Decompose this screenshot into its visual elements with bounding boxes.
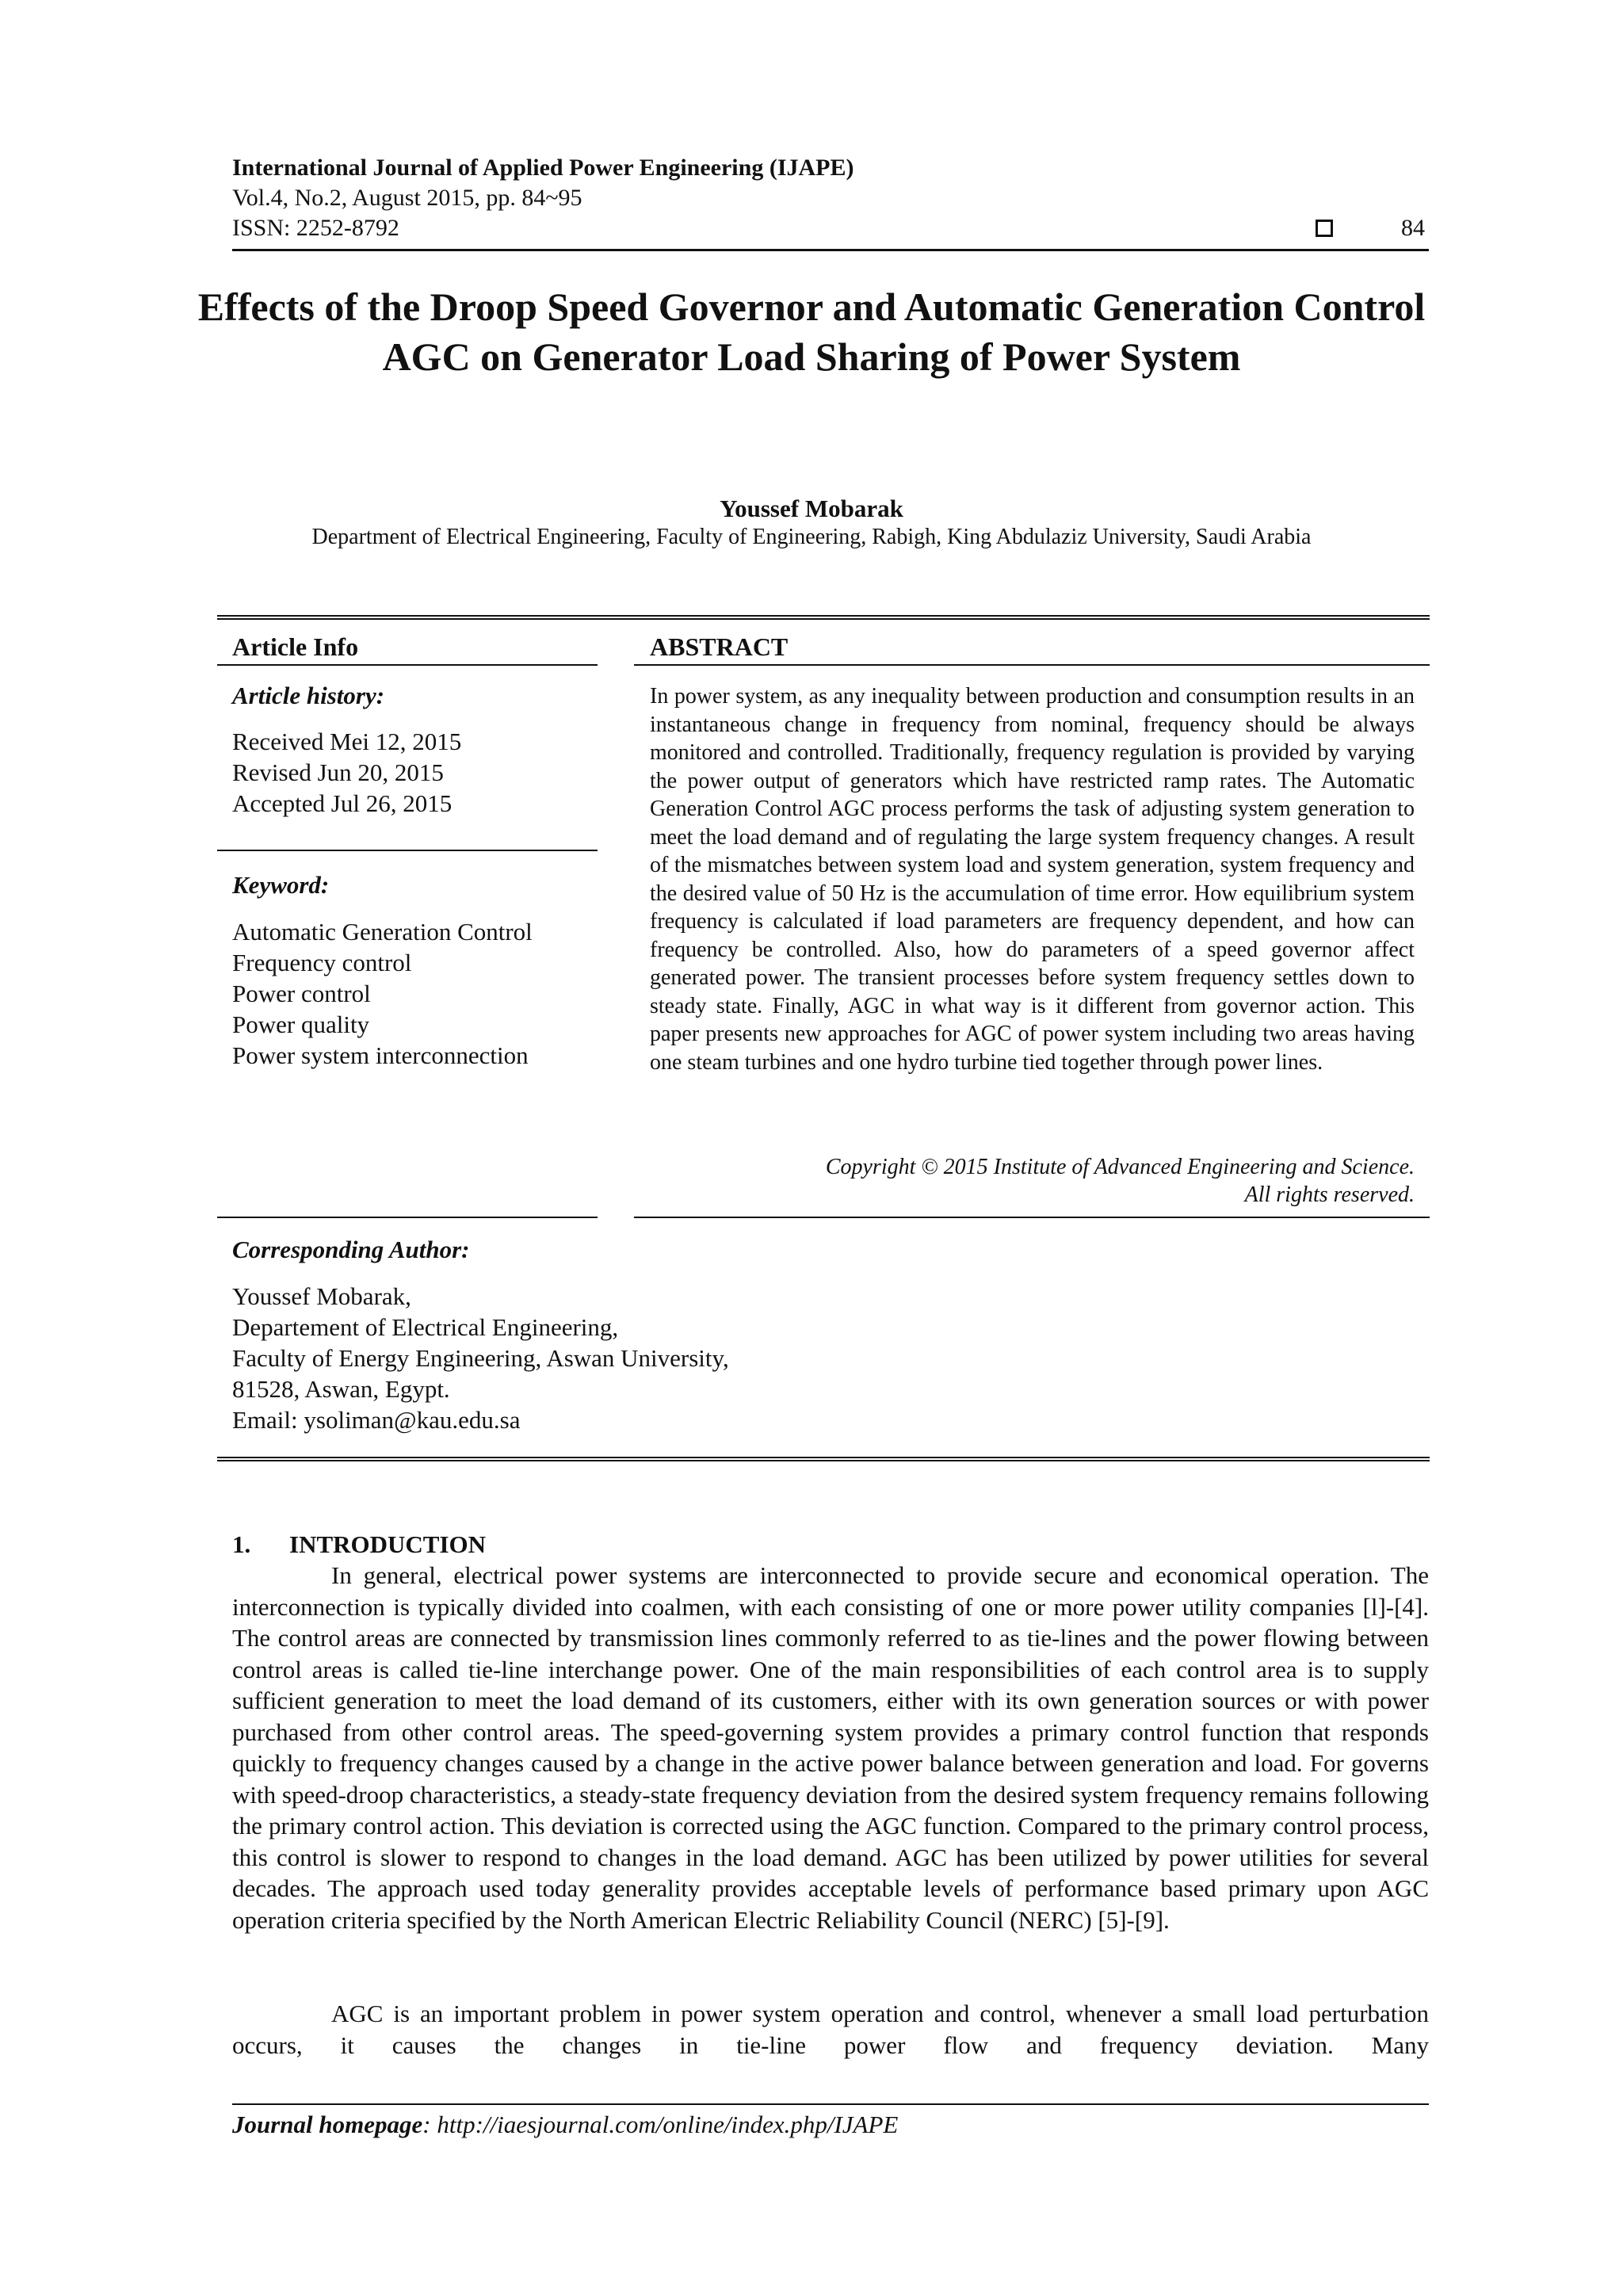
intro-paragraph: In general, electrical power systems are interconnected to provide secure and economical operation. The interconnection is typically divided into coalmen, with each consisting of one or more power utility companies [l]-[4]. The control areas are connected by transmission lines commonly referred to as tie-lines and the power flowing between control areas is called tie-line interchange power. One of the main responsibilities of each control area is to supply sufficient generation to meet the load demand of its customers, either with its own generation sources or with power purchased from other control areas. The speed-governing system provides a primary control function that responds quickly to frequency changes caused by a change in the active power balance between generation and load. For governs with speed-droop characteristics, a steady-state frequency deviation from the desired system frequency remains following the primary control action. This deviation is corrected using the AGC function. Compared to the primary control process, this control is slower to respond to changes in the load demand. AGC has been utilized by power utilities for several decades. The approach used today generality provides acceptable levels of performance based primary upon AGC operation criteria specified by the North American Electric Reliability Council (NERC) [5]-[9]. xyxy=(232,1561,1429,1934)
abstract-rule xyxy=(634,664,1430,666)
section-title: INTRODUCTION xyxy=(289,1530,487,1558)
page-number: 84 xyxy=(1401,215,1425,241)
keyword-label: Keyword: xyxy=(232,871,330,899)
section-heading xyxy=(232,1530,486,1560)
intro-paragraph: AGC is an important problem in power system operation and control, whenever a small load perturbation occurs, it causes the changes in tie-line power flow and frequency deviation. Many xyxy=(232,2000,1429,2059)
homepage-url: : http://iaesjournal.com/online/index.php/IJAPE xyxy=(422,2111,899,2138)
author-name: Youssef Mobarak xyxy=(720,495,903,522)
accepted-date: Accepted Jul 26, 2015 xyxy=(232,789,453,817)
journal-issn: ISSN: 2252-8792 xyxy=(232,215,399,241)
received-date: Received Mei 12, 2015 xyxy=(232,728,462,755)
paper-title: Effects of the Droop Speed Governor and Automatic Generation Control AGC on Generator Load Sharing of Power System xyxy=(197,285,1426,379)
article-info-rule xyxy=(217,664,598,666)
journal-volume: Vol.4, No.2, August 2015, pp. 84~95 xyxy=(232,185,582,211)
homepage-label: Journal homepage xyxy=(232,2111,423,2138)
article-info-heading: Article Info xyxy=(232,632,359,661)
info-box-bottom-rule xyxy=(217,1457,1430,1461)
revised-date: Revised Jun 20, 2015 xyxy=(232,758,444,786)
header-rule xyxy=(232,249,1429,251)
corresponding-rule-left xyxy=(217,1217,598,1218)
keyword-item: Power system interconnection xyxy=(232,1041,529,1069)
footer-rule xyxy=(232,2103,1429,2105)
keyword-item: Automatic Generation Control xyxy=(232,918,533,946)
keyword-item: Power quality xyxy=(232,1010,370,1038)
abstract-heading: ABSTRACT xyxy=(650,632,789,661)
copyright-line: All rights reserved. xyxy=(1244,1182,1415,1207)
corresponding-author-label: Corresponding Author: xyxy=(232,1236,470,1263)
abstract-text: In power system, as any inequality between production and consumption results in an instantaneous change in frequency from nominal, frequency should be always monitored and controlled. Traditionally, frequency regulation is provided by varying the power output of generators which have restricted ramp rates. The Automatic Generation Control AGC process performs the task of adjusting system generation to meet the load demand and of regulating the large system frequency changes. A result of the mismatches between system load and system generation, system frequency and the desired value of 50 Hz is the accumulation of time error. How equilibrium system frequency is calculated if load parameters are frequency dependent, and how can frequency be controlled. Also, how do parameters of a speed governor affect generated power. The transient processes before system frequency settles down to steady state. Finally, AGC in what way is it different from governor action. This paper presents new approaches for AGC of power system including two areas having one steam turbines and one hydro turbine tied together through power lines. xyxy=(650,684,1415,1075)
corresponding-email: Email: ysoliman@kau.edu.sa xyxy=(232,1406,521,1434)
author-affiliation: Department of Electrical Engineering, Faculty of Engineering, Rabigh, King Abdulaziz University, Saudi Arabia xyxy=(311,525,1312,549)
corresponding-rule-right xyxy=(634,1217,1430,1218)
keyword-item: Frequency control xyxy=(232,949,412,976)
corresponding-line: Youssef Mobarak, xyxy=(232,1282,411,1310)
section-number: 1. xyxy=(232,1530,251,1558)
keyword-item: Power control xyxy=(232,980,371,1007)
copyright-line: Copyright © 2015 Institute of Advanced Engineering and Science. xyxy=(825,1155,1415,1179)
checkbox-icon xyxy=(1316,220,1333,237)
info-box-top-rule xyxy=(217,615,1430,620)
history-rule xyxy=(217,850,598,851)
corresponding-line: Departement of Electrical Engineering, xyxy=(232,1313,619,1341)
corresponding-line: 81528, Aswan, Egypt. xyxy=(232,1375,450,1403)
journal-homepage xyxy=(232,2110,898,2140)
copyright-notice xyxy=(650,1153,1415,1209)
article-history-label: Article history: xyxy=(232,682,385,709)
journal-name: International Journal of Applied Power Engineering (IJAPE) xyxy=(232,155,854,181)
corresponding-line: Faculty of Energy Engineering, Aswan University, xyxy=(232,1344,729,1372)
